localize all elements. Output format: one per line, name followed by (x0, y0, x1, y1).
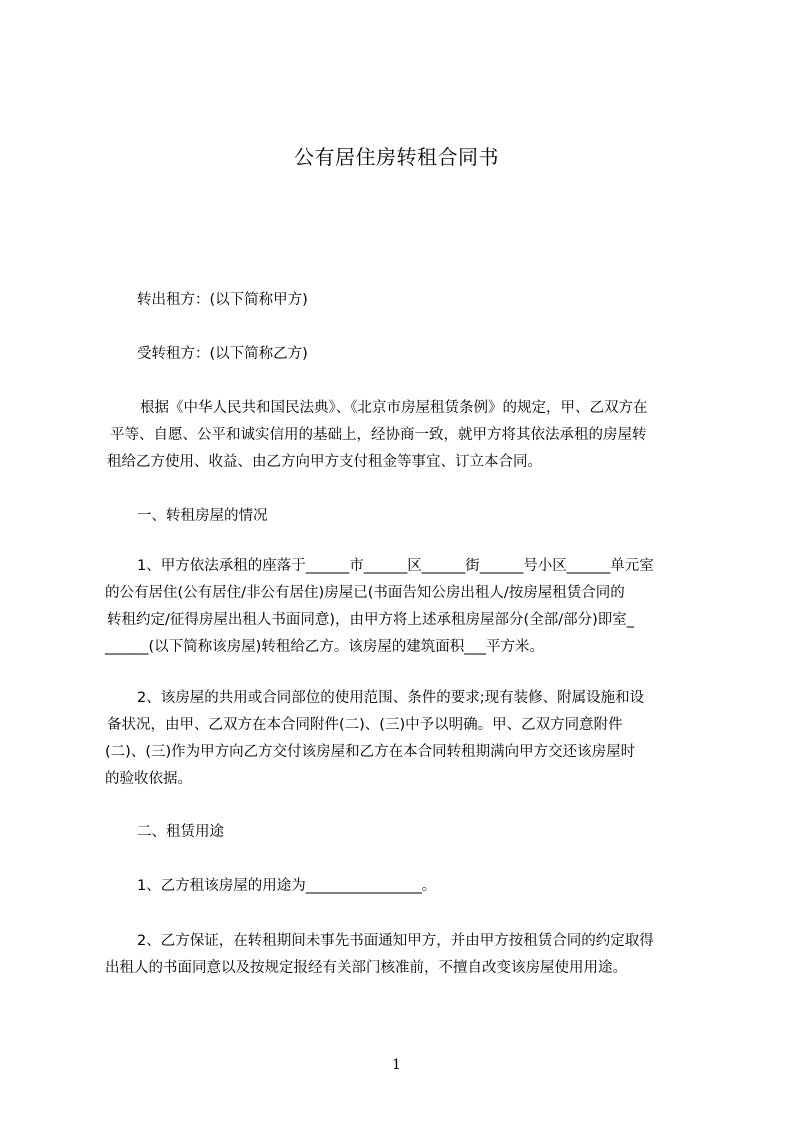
section-1-heading: 一、转租房屋的情况 (137, 508, 268, 524)
transferee-line: 受转租方：(以下简称乙方) (137, 346, 308, 362)
section-2-item-2-line-1: 2、乙方保证，在转租期间未事先书面通知甲方，并由甲方按租赁合同的约定取得 (137, 933, 654, 949)
section-1-item-1-line-4: ______(以下简称该房屋)转租给乙方。该房屋的建筑面积___平方米。 (105, 639, 545, 655)
section-1-item-2-line-2: 备状况，由甲、乙双方在本合同附件(二)、(三)中予以明确。甲、乙双方同意附件 (107, 717, 623, 733)
preamble-line-2: 平等、自愿、公平和诚实信用的基础上，经协商一致，就甲方将其依法承租的房屋转 (110, 427, 647, 443)
preamble-line-1: 根据《中华人民共和国民法典》、《北京市房屋租赁条例》的规定，甲、乙双方在 (140, 400, 648, 416)
page-number: 1 (392, 1057, 401, 1073)
section-2-item-2-line-2: 出租人的书面同意以及按规定报经有关部门核准前，不擅自改变该房屋使用用途。 (105, 960, 627, 976)
transferor-line: 转出租方：(以下简称甲方) (137, 292, 308, 308)
section-1-item-1-line-3: 转租约定/征得房屋出租人书面同意)，由甲方将上述承租房屋部分(全部/部分)即室_ (107, 612, 634, 628)
section-1-item-2-line-3: (二)、(三)作为甲方向乙方交付该房屋和乙方在本合同转租期满向甲方交还该房屋时 (105, 744, 636, 760)
section-2-item-1: 1、乙方租该房屋的用途为________________。 (137, 878, 437, 894)
document-title: 公有居住房转租合同书 (294, 145, 499, 169)
section-1-item-2-line-1: 2、该房屋的共用或合同部位的使用范围、条件的要求;现有装修、附属设施和设 (137, 690, 645, 706)
section-1-item-1-line-2: 的公有居住(公有居住/非公有居住)房屋已(书面告知公房出租人/按房屋租赁合同的 (105, 585, 625, 601)
section-1-item-2-line-4: 的验收依据。 (105, 771, 192, 787)
section-1-item-1-line-1: 1、甲方依法承租的座落于______市______区______街______号小区______单元室 (137, 558, 654, 574)
section-2-heading: 二、租赁用途 (137, 824, 224, 840)
preamble-line-3: 租给乙方使用、收益、由乙方向甲方支付租金等事宜、订立本合同。 (107, 454, 542, 470)
